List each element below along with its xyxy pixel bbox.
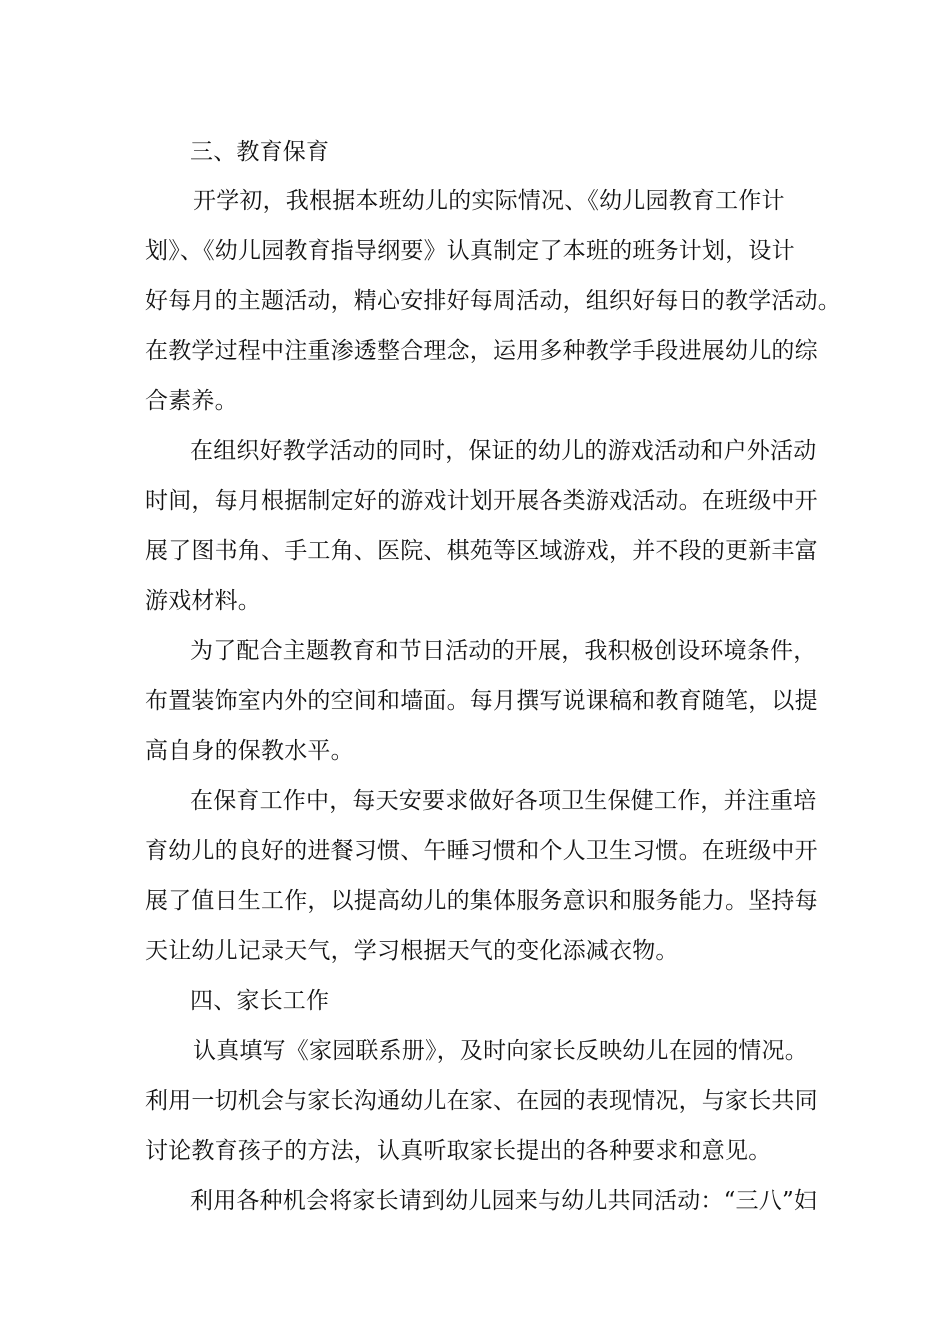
paragraph-line: 育幼儿的良好的进餐习惯、午睡习惯和个人卫生习惯。在班级中开 — [145, 838, 818, 864]
paragraph-line: 在保育工作中，每天安要求做好各项卫生保健工作，并注重培 — [190, 788, 817, 814]
paragraph-line: 为了配合主题教育和节日活动的开展，我积极创设环境条件， — [190, 638, 817, 664]
paragraph-line: 在教学过程中注重渗透整合理念，运用多种教学手段进展幼儿的综 — [145, 338, 818, 364]
paragraph-line: 讨论教育孩子的方法，认真听取家长提出的各种要求和意见。 — [145, 1138, 772, 1164]
paragraph-line: 利用一切机会与家长沟通幼儿在家、在园的表现情况，与家长共同 — [145, 1088, 818, 1114]
paragraph-line: 高自身的保教水平。 — [145, 738, 354, 764]
paragraph-line: 时间，每月根据制定好的游戏计划开展各类游戏活动。在班级中开 — [145, 488, 818, 514]
paragraph-line: 利用各种机会将家长请到幼儿园来与幼儿共同活动：“三八”妇 — [190, 1188, 818, 1214]
paragraph-line: 布置装饰室内外的空间和墙面。每月撰写说课稿和教育随笔，以提 — [145, 688, 818, 714]
paragraph-line: 在组织好教学活动的同时，保证的幼儿的游戏活动和户外活动 — [190, 438, 817, 464]
paragraph-line: 开学初，我根据本班幼儿的实际情况、《幼儿园教育工作计 — [193, 188, 785, 214]
paragraph-line: 合素养。 — [145, 388, 238, 414]
paragraph-line: 认真填写《家园联系册》，及时向家长反映幼儿在园的情况。 — [193, 1038, 808, 1064]
section-heading-education: 三、教育保育 — [190, 139, 330, 165]
paragraph-line: 划》、《幼儿园教育指导纲要》认真制定了本班的班务计划，设计 — [145, 238, 795, 264]
paragraph-line: 好每月的主题活动，精心安排好每周活动，组织好每日的教学活动。 — [145, 288, 841, 314]
paragraph-line: 天让幼儿记录天气，学习根据天气的变化添减衣物。 — [145, 938, 679, 964]
paragraph-line: 展了图书角、手工角、医院、棋苑等区域游戏，并不段的更新丰富 — [145, 538, 818, 564]
section-heading-parents: 四、家长工作 — [190, 988, 330, 1014]
paragraph-line: 展了值日生工作，以提高幼儿的集体服务意识和服务能力。坚持每 — [145, 888, 818, 914]
paragraph-line: 游戏材料。 — [145, 588, 261, 614]
